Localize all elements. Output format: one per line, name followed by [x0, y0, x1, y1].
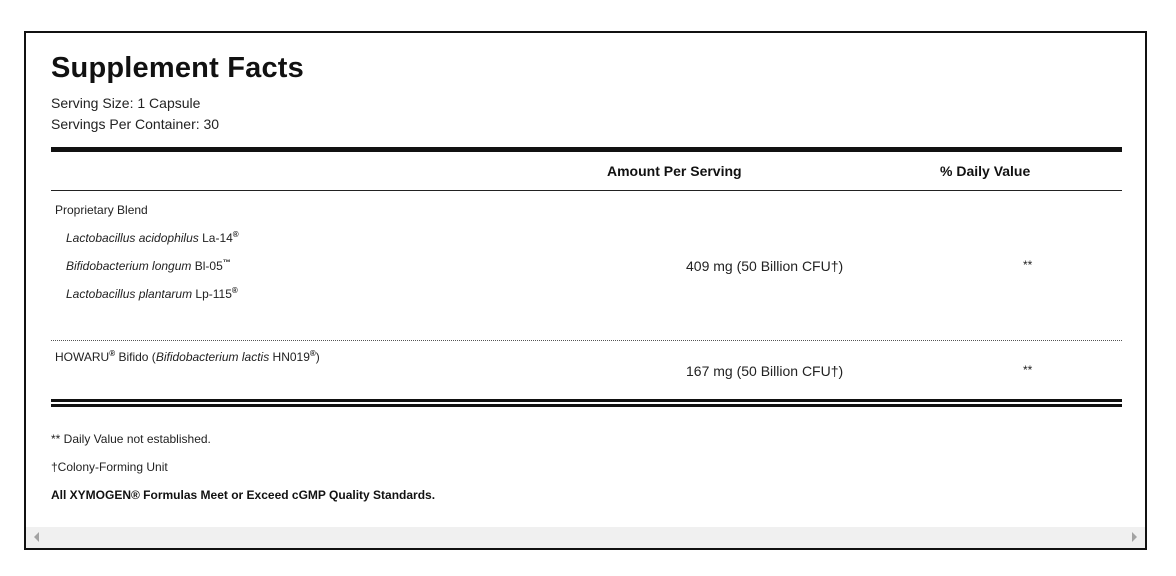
header-amount-per-serving: Amount Per Serving — [607, 163, 742, 179]
ingredient-name: Bifidobacterium longum — [66, 259, 192, 273]
scroll-left-arrow-icon[interactable] — [34, 532, 39, 542]
proprietary-blend-label: Proprietary Blend — [55, 203, 148, 217]
registered-mark: ® — [309, 349, 316, 358]
cfu-footnote: †Colony-Forming Unit — [51, 460, 168, 474]
serving-size: Serving Size: 1 Capsule — [51, 95, 201, 111]
blend-daily-value: ** — [1023, 258, 1033, 272]
ingredient-name: Lactobacillus plantarum — [66, 287, 193, 301]
howaru-strain: HN019 — [269, 350, 310, 364]
ingredient-strain: Lp-115 — [195, 287, 232, 301]
registered-mark: ® — [109, 349, 116, 358]
scroll-right-arrow-icon[interactable] — [1132, 532, 1137, 542]
howaru-amount: 167 mg (50 Billion CFU†) — [686, 363, 844, 379]
servings-per-container: Servings Per Container: 30 — [51, 116, 220, 132]
howaru-brand: HOWARU — [55, 350, 110, 364]
ingredient-strain: La-14 — [202, 231, 233, 245]
footer-double-rule-top — [51, 399, 1122, 402]
registered-mark: ® — [231, 286, 238, 295]
ingredient-name: Lactobacillus acidophilus — [66, 231, 199, 245]
ingredient-row — [66, 231, 239, 245]
registered-mark: ® — [232, 230, 239, 239]
howaru-species: Bifidobacterium lactis — [155, 350, 270, 364]
footer-double-rule-bottom — [51, 404, 1122, 407]
howaru-name: Bifido ( — [115, 350, 156, 364]
panel-title: Supplement Facts — [51, 52, 304, 84]
ingredient-row — [66, 259, 231, 273]
header-daily-value: % Daily Value — [940, 163, 1031, 179]
howaru-close-paren: ) — [315, 350, 320, 364]
ingredient-row — [66, 287, 238, 301]
row-divider — [51, 340, 1122, 341]
supplement-facts-panel — [24, 31, 1147, 550]
howaru-daily-value: ** — [1023, 363, 1033, 377]
header-thin-rule — [51, 190, 1122, 191]
ingredient-strain: Bl-05 — [194, 259, 223, 273]
blend-amount: 409 mg (50 Billion CFU†) — [686, 258, 844, 274]
quality-statement: All XYMOGEN® Formulas Meet or Exceed cGMP Quality Standards. — [51, 488, 436, 502]
daily-value-footnote: ** Daily Value not established. — [51, 432, 211, 446]
trademark-mark: ™ — [222, 258, 231, 267]
horizontal-scrollbar[interactable] — [26, 527, 1145, 548]
header-thick-rule — [51, 147, 1122, 152]
howaru-ingredient-row — [55, 350, 320, 364]
